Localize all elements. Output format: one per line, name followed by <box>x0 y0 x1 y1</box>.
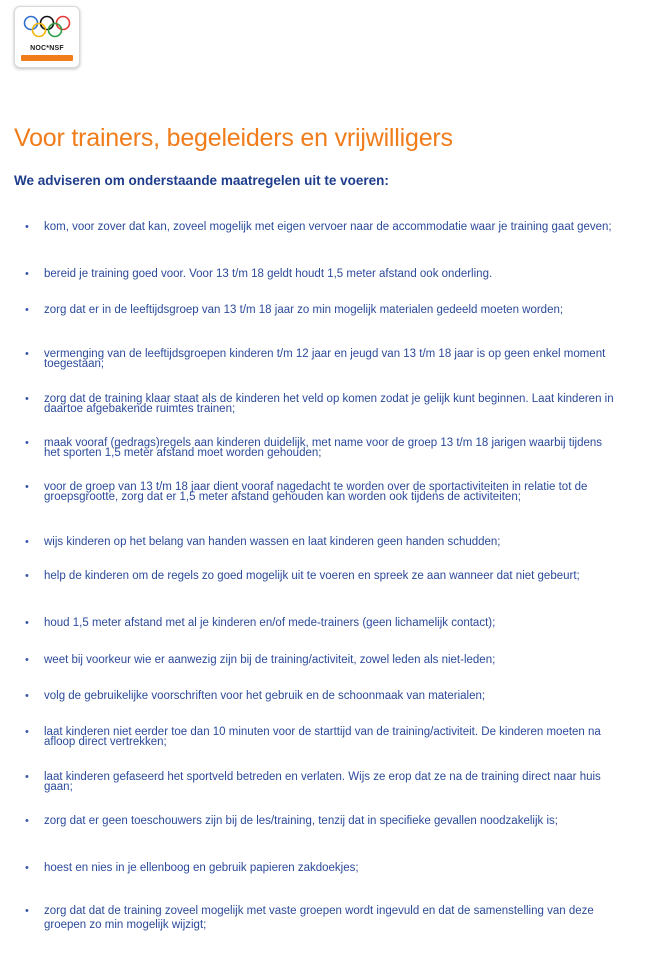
logo-text: NOC*NSF <box>30 45 64 52</box>
noc-nsf-logo <box>14 6 80 68</box>
list-item-text: volg de gebruikelijke voorschriften voor het gebruik en de schoonmaak van materialen; <box>44 690 486 702</box>
olympic-rings-icon <box>22 14 72 40</box>
list-item-text: zorg dat er geen toeschouwers zijn bij de les/training, tenzij dat in specifieke gevallen noodzakelijk is; <box>44 815 558 827</box>
list-item-text: zorg dat dat de training zoveel mogelijk met vaste groepen wordt ingevuld en dat de samenstelling van deze groepen zo min mogelijk wijzigt; <box>44 905 594 931</box>
list-item-text: maak vooraf (gedrags)regels aan kinderen duidelijk, met name voor de groep 13 t/m 18 jarigen waarbij tijdens het sporten 1,5 meter afstand moet worden gehouden; <box>44 437 603 459</box>
list-item-text: voor de groep van 13 t/m 18 jaar dient vooraf nagedacht te worden over de sportactiviteiten in relatie tot de groepsgrootte, zorg dat er 1,5 meter afstand gehouden kan worden ook tijdens de activiteiten; <box>44 481 588 503</box>
bullet-icon: • <box>25 437 29 449</box>
bullet-icon: • <box>25 536 29 548</box>
list-item-text: bereid je training goed voor. Voor 13 t/m 18 geldt houdt 1,5 meter afstand ook onderling. <box>44 268 493 280</box>
bullet-icon: • <box>25 905 29 917</box>
bullet-icon: • <box>25 348 29 360</box>
list-item-text: zorg dat de training klaar staat als de kinderen het veld op komen zodat je gelijk kunt beginnen. Laat kinderen in daartoe afgebakende ruimtes trainen; <box>44 393 614 415</box>
bullet-icon: • <box>25 815 29 827</box>
list-item-text: laat kinderen niet eerder toe dan 10 minuten voor de starttijd van de training/activiteit. De kinderen moeten na afloop direct vertrekken; <box>44 726 601 748</box>
bullet-icon: • <box>25 862 29 874</box>
list-item-text: vermenging van de leeftijdsgroepen kinderen t/m 12 jaar en jeugd van 13 t/m 18 jaar is op geen enkel moment toegestaan; <box>44 348 606 370</box>
bullet-icon: • <box>25 570 29 582</box>
page-title: Voor trainers, begeleiders en vrijwilligers <box>14 124 453 152</box>
bullet-icon: • <box>25 393 29 405</box>
list-item-text: weet bij voorkeur wie er aanwezig zijn bij de training/activiteit, zowel leden als niet-leden; <box>44 654 496 666</box>
list-item-text: hoest en nies in je ellenboog en gebruik papieren zakdoekjes; <box>44 862 359 874</box>
bullet-icon: • <box>25 304 29 316</box>
list-item-text: zorg dat er in de leeftijdsgroep van 13 t/m 18 jaar zo min mogelijk materialen gedeeld moeten worden; <box>44 304 564 316</box>
logo-bar <box>21 55 73 61</box>
bullet-icon: • <box>25 771 29 783</box>
bullet-icon: • <box>25 481 29 493</box>
list-item-text: wijs kinderen op het belang van handen wassen en laat kinderen geen handen schudden; <box>44 536 501 548</box>
list-item-text: laat kinderen gefaseerd het sportveld betreden en verlaten. Wijs ze erop dat ze na de training direct naar huis gaan; <box>44 771 601 793</box>
bullet-icon: • <box>25 690 29 702</box>
list-item-text: houd 1,5 meter afstand met al je kinderen en/of mede-trainers (geen lichamelijk contact); <box>44 617 496 629</box>
list-item-text: kom, voor zover dat kan, zoveel mogelijk met eigen vervoer naar de accommodatie waar je training gaat geven; <box>44 221 612 233</box>
page-subtitle: We adviseren om onderstaande maatregelen uit te voeren: <box>14 173 389 188</box>
bullet-icon: • <box>25 726 29 738</box>
bullet-icon: • <box>25 221 29 233</box>
bullet-icon: • <box>25 617 29 629</box>
list-item-text: help de kinderen om de regels zo goed mogelijk uit te voeren en spreek ze aan wanneer dat niet gebeurt; <box>44 570 580 582</box>
bullet-icon: • <box>25 654 29 666</box>
bullet-icon: • <box>25 268 29 280</box>
